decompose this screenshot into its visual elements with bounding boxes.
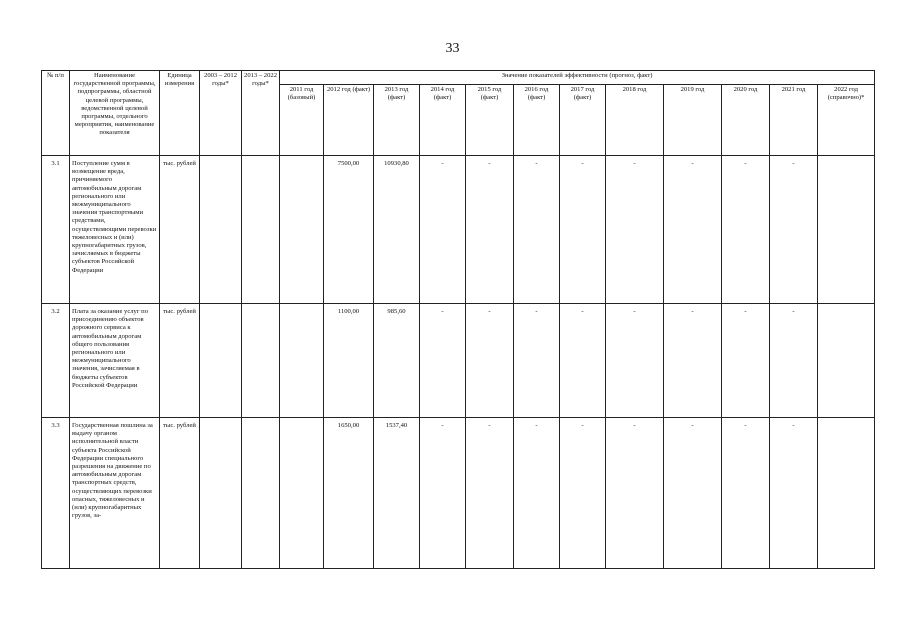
header-year: 2017 год (факт) [560,85,606,156]
row-value: - [770,418,818,569]
row-indicator-name: Плата за оказание услуг по присоединению объектов дорожного сервиса к автомобильным дорогам общего пользования регионального или межмуниципального значения, зачисляемая в бюджеты субъектов Российской Федерации [70,304,160,418]
header-year: 2014 год (факт) [420,85,466,156]
header-num: № п/п [42,71,70,156]
row-period-2013-2022 [242,418,280,569]
row-period-2013-2022 [242,304,280,418]
header-year: 2011 год (базовый) [280,85,324,156]
row-value: 7500,00 [324,156,374,304]
header-year: 2020 год [722,85,770,156]
row-value: - [514,156,560,304]
row-value: - [770,304,818,418]
table-row [42,304,875,418]
row-period-2003-2012 [200,156,242,304]
table-row [42,418,875,569]
efficiency-indicators-table [41,70,875,569]
row-value: - [722,304,770,418]
row-value: - [664,418,722,569]
header-indicator-values: Значение показателей эффективности (прогноз, факт) [280,71,875,85]
row-value: 985,60 [374,304,420,418]
row-value: - [770,156,818,304]
header-year: 2019 год [664,85,722,156]
row-value: - [722,418,770,569]
row-value: 1650,00 [324,418,374,569]
page-number: 33 [445,41,460,56]
row-unit: тыс. рублей [160,304,200,418]
header-year: 2012 год (факт) [324,85,374,156]
row-value: 1100,00 [324,304,374,418]
row-period-2013-2022 [242,156,280,304]
header-year: 2018 год [606,85,664,156]
row-period-2003-2012 [200,418,242,569]
row-value [818,156,875,304]
row-value [280,418,324,569]
row-period-2003-2012 [200,304,242,418]
row-value: - [606,304,664,418]
header-period-2013-2022: 2013 – 2022 годы* [242,71,280,156]
header-year: 2013 год (факт) [374,85,420,156]
header-unit: Единица измерения [160,71,200,156]
row-value: - [466,304,514,418]
row-value: - [664,304,722,418]
row-value: - [420,418,466,569]
row-indicator-name: Государственная пошлина за выдачу органом исполнительной власти субъекта Российской Федерации специального разрешения на движение по автомобильным дорогам транспортных средств, осуществляющих перевозки опасных, тяжеловесных и (или) крупногабаритных грузов, за- [70,418,160,569]
row-num: 3.1 [42,156,70,304]
header-year: 2021 год [770,85,818,156]
row-value: - [606,156,664,304]
table-row [42,156,875,304]
row-value [280,156,324,304]
row-value: - [560,418,606,569]
row-unit: тыс. рублей [160,418,200,569]
row-value: - [606,418,664,569]
header-year: 2016 год (факт) [514,85,560,156]
row-indicator-name: Поступление сумм в возмещение вреда, причиняемого автомобильным дорогам регионального или межмуниципального значения транспортными средствами, осуществляющими перевозки тяжеловесных и (или) крупногабаритных грузов, зачисляемых в бюджеты субъектов Российской Федерации [70,156,160,304]
row-unit: тыс. рублей [160,156,200,304]
header-period-2003-2012: 2003 – 2012 годы* [200,71,242,156]
row-num: 3.3 [42,418,70,569]
row-value: - [722,156,770,304]
header-name: Наименование государственной программы, подпрограммы, областной целевой программы, ведомственной целевой программы, отдельного мероприятия, наименование показателя [70,71,160,156]
row-value: - [420,156,466,304]
row-value [818,418,875,569]
row-value: 1537,40 [374,418,420,569]
row-num: 3.2 [42,304,70,418]
row-value [280,304,324,418]
row-value: - [560,156,606,304]
row-value: - [466,156,514,304]
header-year: 2022 год (справочно)* [818,85,875,156]
row-value: - [664,156,722,304]
row-value [818,304,875,418]
row-value: - [514,304,560,418]
row-value: - [560,304,606,418]
row-value: - [514,418,560,569]
header-year: 2015 год (факт) [466,85,514,156]
row-value: 10930,80 [374,156,420,304]
row-value: - [420,304,466,418]
row-value: - [466,418,514,569]
